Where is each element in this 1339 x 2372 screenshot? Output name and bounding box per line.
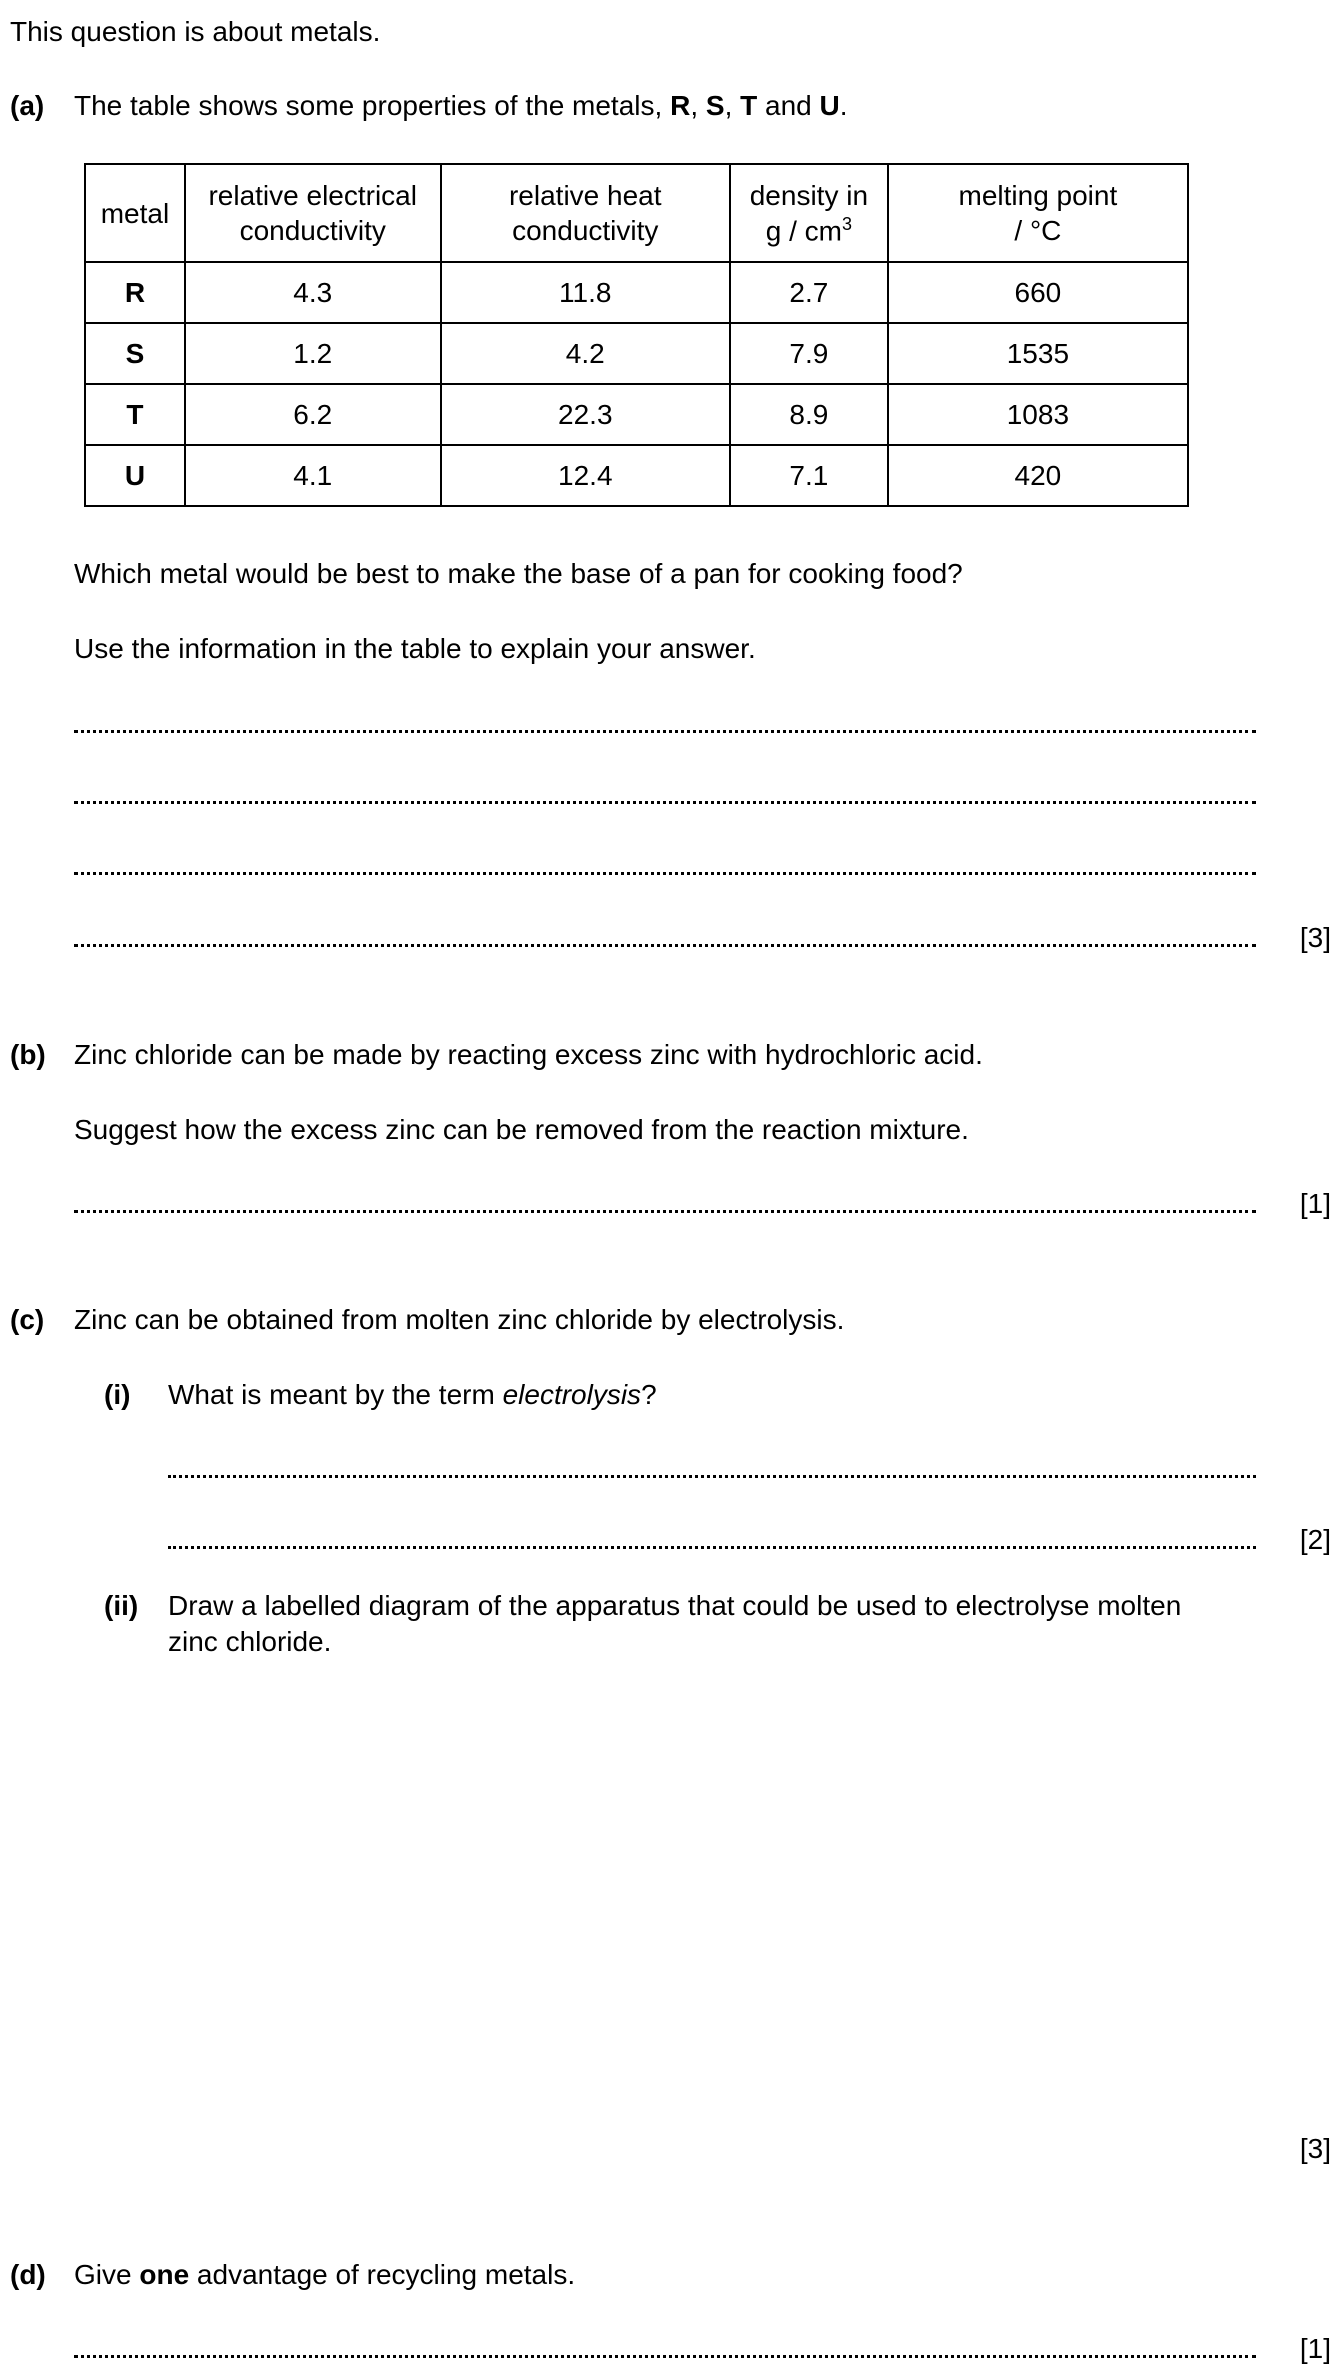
part-c-i-label: (i) xyxy=(104,1379,131,1410)
part-a-label: (a) xyxy=(10,90,45,121)
part-a-marks: [3] xyxy=(1299,922,1331,953)
cell-melting: 1535 xyxy=(888,323,1188,384)
cell-metal: T xyxy=(85,384,185,445)
part-a-instruction: Use the information in the table to explain your answer. xyxy=(74,633,756,664)
header-density-line1: density in xyxy=(749,179,869,211)
cell-electrical: 4.3 xyxy=(185,262,441,323)
table-row xyxy=(85,323,1188,384)
part-c-ii-label: (ii) xyxy=(104,1590,139,1621)
metal-name-r: R xyxy=(670,90,691,121)
part-a-stem-prefix: The table shows some properties of the metals, xyxy=(74,90,663,121)
header-melting xyxy=(888,164,1188,262)
header-electrical xyxy=(185,164,441,262)
metal-name-u: U xyxy=(819,90,840,121)
header-melting-line1: melting point xyxy=(958,180,1118,211)
part-c-stem: Zinc can be obtained from molten zinc chloride by electrolysis. xyxy=(74,1304,845,1335)
part-c-ii-marks: [3] xyxy=(1299,2133,1331,2164)
cell-heat: 4.2 xyxy=(441,323,730,384)
part-b-stem: Zinc chloride can be made by reacting excess zinc with hydrochloric acid. xyxy=(74,1039,983,1070)
table-row xyxy=(85,445,1188,506)
metal-properties-table xyxy=(84,163,1189,507)
table-header-row xyxy=(85,164,1188,262)
part-d-stem xyxy=(74,2257,575,2292)
part-c-i-question-prefix: What is meant by the term xyxy=(168,1379,495,1410)
cell-density: 7.9 xyxy=(730,323,888,384)
cell-heat: 12.4 xyxy=(441,445,730,506)
header-density-line2 xyxy=(737,213,881,248)
part-a-question: Which metal would be best to make the base of a pan for cooking food? xyxy=(74,558,963,589)
cell-heat: 11.8 xyxy=(441,262,730,323)
answer-line[interactable] xyxy=(74,2355,1256,2358)
cell-melting: 660 xyxy=(888,262,1188,323)
diagram-drawing-area[interactable] xyxy=(168,1680,1256,2110)
metal-name-s: S xyxy=(705,90,725,121)
header-heat xyxy=(441,164,730,262)
density-unit-exponent: 3 xyxy=(841,213,852,234)
part-b-question: Suggest how the excess zinc can be removed from the reaction mixture. xyxy=(74,1114,969,1145)
density-unit: g / cm xyxy=(765,215,842,247)
part-c-ii-question-line1: Draw a labelled diagram of the apparatus that could be used to electrolyse molten xyxy=(168,1590,1182,1621)
answer-line[interactable] xyxy=(74,944,1256,947)
part-a-stem xyxy=(74,88,848,123)
comma: , xyxy=(724,90,733,121)
answer-line[interactable] xyxy=(168,1546,1256,1549)
table-row xyxy=(85,262,1188,323)
part-d-label: (d) xyxy=(10,2259,46,2290)
part-b-label: (b) xyxy=(10,1039,46,1070)
cell-density: 2.7 xyxy=(730,262,888,323)
part-c-ii-question-line2: zinc chloride. xyxy=(168,1626,332,1657)
cell-metal: U xyxy=(85,445,185,506)
part-d-marks: [1] xyxy=(1299,2333,1331,2364)
header-electrical-line1: relative electrical xyxy=(208,180,417,211)
answer-line[interactable] xyxy=(74,801,1256,804)
cell-metal: S xyxy=(85,323,185,384)
part-c-label: (c) xyxy=(10,1304,45,1335)
cell-heat: 22.3 xyxy=(441,384,730,445)
answer-line[interactable] xyxy=(168,1475,1256,1478)
cell-melting: 420 xyxy=(888,445,1188,506)
header-heat-line1: relative heat xyxy=(508,180,662,211)
part-d-stem-bold: one xyxy=(139,2259,190,2290)
table-row xyxy=(85,384,1188,445)
answer-line[interactable] xyxy=(74,730,1256,733)
header-heat-line2: conductivity xyxy=(512,215,659,246)
part-d-stem-suffix: advantage of recycling metals. xyxy=(196,2259,576,2290)
answer-line[interactable] xyxy=(74,872,1256,875)
header-metal: metal xyxy=(85,164,185,262)
metal-name-t: T xyxy=(740,90,758,121)
part-c-i-question xyxy=(168,1377,657,1412)
cell-density: 7.1 xyxy=(730,445,888,506)
intro-text: This question is about metals. xyxy=(10,16,381,47)
cell-electrical: 4.1 xyxy=(185,445,441,506)
cell-electrical: 1.2 xyxy=(185,323,441,384)
header-melting-line2: / °C xyxy=(1014,215,1062,246)
cell-metal: R xyxy=(85,262,185,323)
cell-electrical: 6.2 xyxy=(185,384,441,445)
part-b-marks: [1] xyxy=(1299,1188,1331,1219)
period: . xyxy=(839,90,848,121)
part-c-i-term: electrolysis xyxy=(502,1379,642,1410)
part-c-i-question-suffix: ? xyxy=(641,1379,657,1410)
part-d-stem-prefix: Give xyxy=(74,2259,132,2290)
cell-melting: 1083 xyxy=(888,384,1188,445)
and-word: and xyxy=(765,90,812,121)
cell-density: 8.9 xyxy=(730,384,888,445)
header-density xyxy=(730,164,888,262)
answer-line[interactable] xyxy=(74,1210,1256,1213)
header-electrical-line2: conductivity xyxy=(239,215,386,246)
comma: , xyxy=(690,90,699,121)
part-c-i-marks: [2] xyxy=(1299,1524,1331,1555)
